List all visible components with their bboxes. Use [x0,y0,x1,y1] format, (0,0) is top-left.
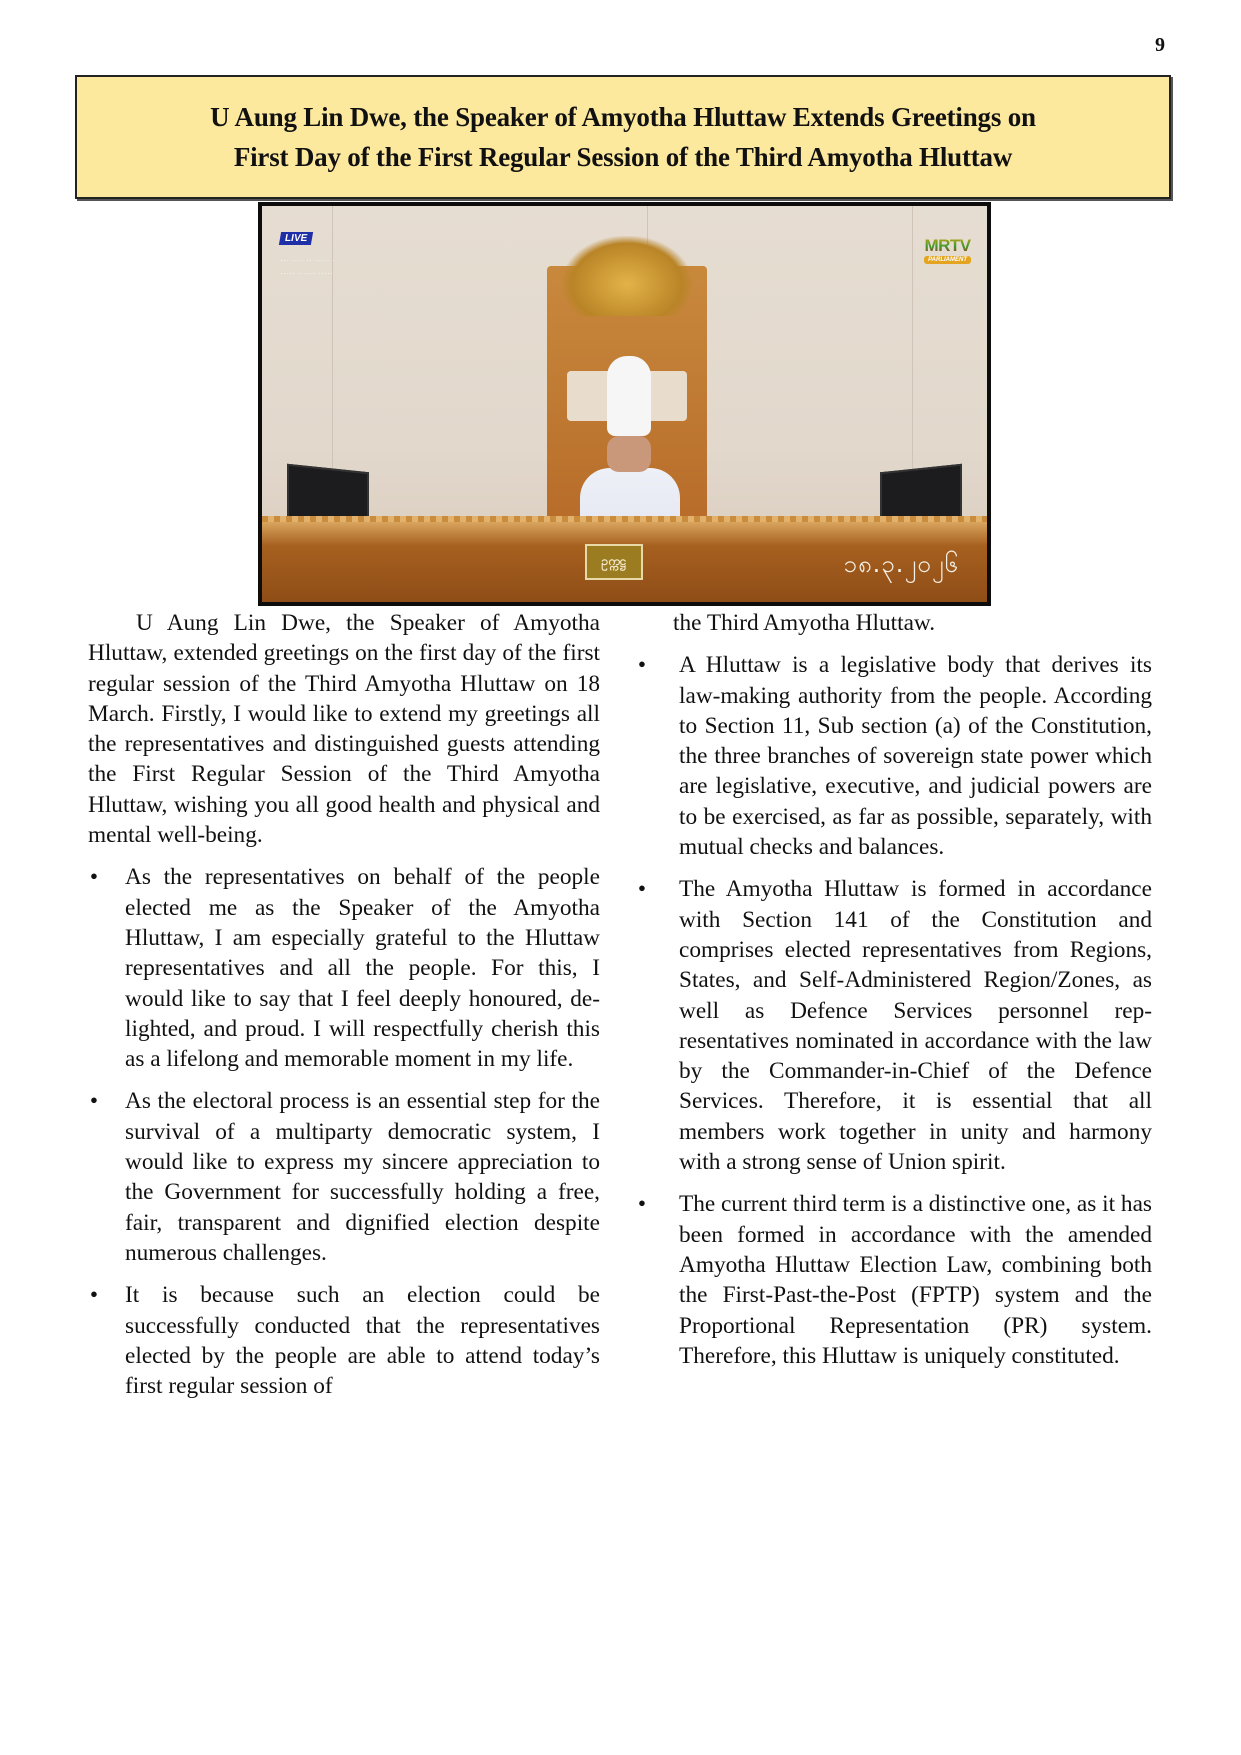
bullet-text: As the representatives on behalf of the people elected me as the Speaker of the Amyotha Hluttaw, I am especially grateful to the Hluttaw representatives and all the people. For this, I would like to say that I feel deeply honoured, delighted, and proud. I will respectfully cherish this as a lifelong and memorable moment in my life. [125,864,600,1073]
bullet-item [88,862,600,1074]
bullet-icon: • [89,864,99,891]
broadcast-caption: ··· ···· ·· ····· · ····· ······ ····· [280,255,335,278]
mrtv-logo [924,236,971,264]
chair-crest [562,236,692,316]
speaker-headwear [607,356,651,436]
bullet-text: It is because such an election could be successfully conducted that the representatives elected by the people are able to attend today’s first regular session of [125,1282,600,1400]
bullet-text: As the electoral process is an essential step for the survival of a multiparty democratic system, I would like to express my sincere appreciation to the Government for successfully holding a free, fair, transparent and dignified election despite numerous challenges. [125,1088,600,1266]
bullet-text: The Amyotha Hluttaw is formed in accordance with Section 141 of the Constitution and comprises elected representatives from Regions, States, and Self-Administered Region/Zones, as well as Defence Services personnel representatives nominated in accordance with the law by the Commander-in-Chief of the Defence Services. Therefore, it is essential that all members work together in unity and harmony with a strong sense of Union spirit. [679,876,1152,1176]
article-column-left [88,608,600,1401]
bullet-item [88,1280,600,1401]
date-stamp: ၁၈.၃.၂၀၂၆ [843,550,959,578]
mrtv-sub: PARLIAMENT [924,256,971,264]
continuation-text: the Third Amyotha Hluttaw. [673,610,936,636]
nameplate: ဥက္ကဋ္ဌ [585,544,643,580]
bullet-icon: • [637,1191,647,1218]
article-column-right [637,608,1152,1371]
bullet-text: The current third term is a distinctive one, as it has been formed in accordance with the amended Amyotha Hluttaw Election Law, combining both the First-Past-the-Post (FPTP) system and the Proportional Representation (PR) system. Therefore, this Hluttaw is uniquely constituted. [679,1191,1152,1369]
speaker-photo [258,202,991,606]
title-line-1: U Aung Lin Dwe, the Speaker of Amyotha Hluttaw Extends Greetings on [210,102,1036,132]
speaker-figure-face [607,436,651,472]
bullet-item [637,1189,1152,1371]
live-badge: LIVE [279,232,314,245]
article-title-box [75,75,1171,199]
bullet-icon: • [89,1282,99,1309]
article-title [210,97,1036,177]
bullet-item [88,1086,600,1268]
bullet-item [637,650,1152,862]
bullet-icon: • [637,876,647,903]
bullet-text: A Hluttaw is a legislative body that derives its law-making authority from the people. According to Section 11, Sub section (a) of the Constitution, the three branches of sovereign state power which are legislative, executive, and judicial powers are to be exercised, as far as possible, separately, with mutual checks and balances. [679,652,1152,861]
title-line-2: First Day of the First Regular Session of the Third Amyotha Hluttaw [233,142,1013,172]
bullet-list-left [88,862,600,1401]
intro-paragraph: U Aung Lin Dwe, the Speaker of Amyotha Hluttaw, extended greetings on the first day of the first regular session of the Third Amyotha Hluttaw on 18 March. Firstly, I would like to extend my greetings all the representatives and distinguished guests attending the First Regular Session of the Third Amyotha Hluttaw, wishing you all good health and physical and mental well-being. [88,610,600,849]
bullet-item [637,874,1152,1177]
bullet-icon: • [637,652,647,679]
bullet-icon: • [89,1088,99,1115]
page-number: 9 [1155,34,1165,56]
bullet-list-right [637,650,1152,1371]
mrtv-brand: MRTV [924,236,971,255]
